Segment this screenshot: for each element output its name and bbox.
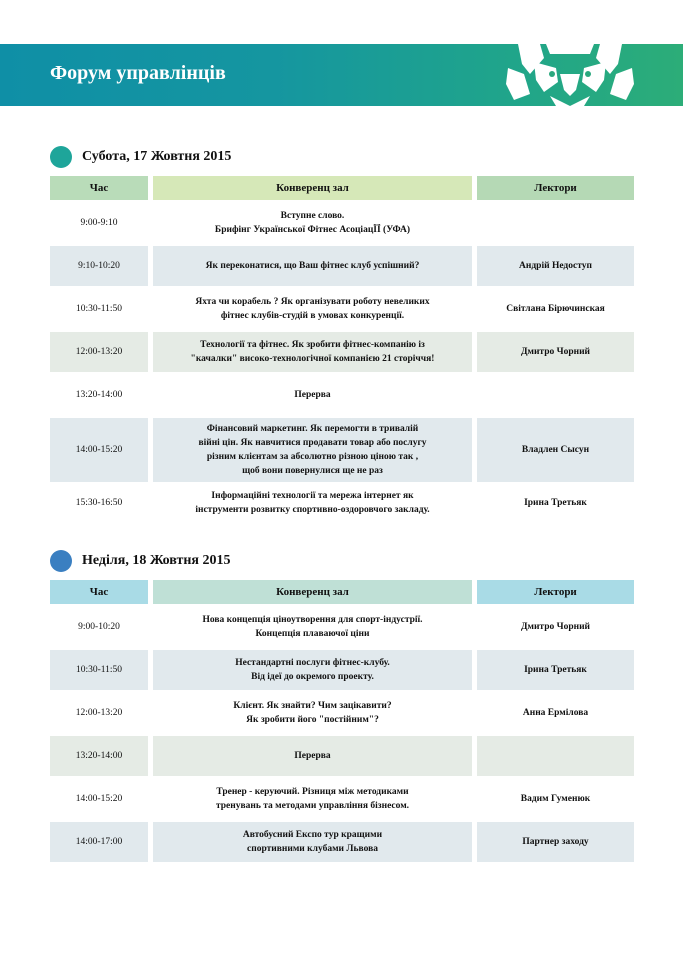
topic-cell [153, 736, 472, 776]
section-sunday-heading [50, 549, 231, 573]
speaker-cell: Світлана Бірючинская [506, 304, 605, 314]
time-cell: 14:00-17:00 [50, 822, 148, 862]
topic-line: війні цін. Як навчитися продавати товар або послугу [198, 438, 427, 448]
speaker-cell: Вадим Гуменюк [520, 794, 591, 804]
speaker-cell: Владлен Сысун [477, 418, 634, 482]
table-row [50, 246, 634, 286]
topic-line: Як зробити його "постійним"? [246, 715, 379, 725]
table-row-break [50, 375, 634, 415]
speaker-cell [477, 375, 634, 415]
topic-cell [153, 246, 472, 286]
topic-line: щоб вони повернулися ще не раз [242, 466, 383, 476]
topic-cell [153, 203, 472, 243]
topic-cell [153, 418, 472, 482]
topic-cell [153, 485, 472, 521]
topic-line: Автобусний Експо тур кращими [242, 830, 383, 840]
time-cell: 12:00-13:20 [50, 332, 148, 372]
table-row [50, 203, 634, 243]
topic-cell [153, 375, 472, 415]
topic-line: фітнес клубів-студій в умовах конкуренції. [220, 311, 405, 321]
table-row [50, 779, 634, 819]
page-title: Форум управлінців [50, 62, 226, 84]
table-header-row [50, 176, 634, 200]
table-row [50, 650, 634, 690]
speaker-cell: Ірина Третьяк [477, 650, 634, 690]
topic-line: Нова концепція ціноутворення для спорт-індустрії. [202, 615, 423, 625]
time-cell: 10:30-11:50 [50, 650, 148, 690]
speaker-cell: Ірина Третьяк [524, 498, 587, 508]
header-banner [0, 44, 683, 106]
lion-logo-icon [500, 44, 640, 106]
table-row-break [50, 736, 634, 776]
topic-line: Яхта чи корабель ? Як організувати роботу невеликих [195, 297, 430, 307]
time-cell: 12:00-13:20 [75, 708, 123, 718]
topic-cell [153, 822, 472, 862]
table-row [50, 485, 634, 521]
topic-line: Нестандартні послуги фітнес-клубу. [235, 658, 390, 668]
table-row [50, 607, 634, 647]
time-cell: 10:30-11:50 [75, 304, 123, 314]
topic-line: Як переконатися, що Ваш фітнес клуб успішний? [205, 261, 420, 271]
time-cell: 13:20-14:00 [50, 736, 148, 776]
topic-cell [153, 289, 472, 329]
topic-line: Технології та фітнес. Як зробити фітнес-компанію із [200, 340, 425, 350]
topic-line: Вступне слово. [280, 211, 345, 221]
section-saturday-heading [50, 145, 231, 169]
topic-line: Фінансовий маркетинг. Як перемогти в тривалій [206, 424, 419, 434]
topic-cell [153, 779, 472, 819]
topic-line: тренувань та методами управління бізнесом. [215, 801, 410, 811]
speaker-cell: Андрій Недоступ [477, 246, 634, 286]
time-cell: 9:00-9:10 [80, 218, 118, 228]
topic-line: спортивними клубами Львова [247, 844, 378, 854]
speaker-cell: Партнер заходу [477, 822, 634, 862]
table-row [50, 693, 634, 733]
table-header-row [50, 580, 634, 604]
speaker-cell: Анна Ермілова [522, 708, 589, 718]
time-cell: 13:20-14:00 [75, 390, 123, 400]
time-cell: 15:30-16:50 [75, 498, 123, 508]
topic-cell [153, 332, 472, 372]
topic-cell [153, 693, 472, 733]
topic-line: Брифінг Української Фітнес АсоціацЇЇ (УФА) [214, 225, 411, 235]
time-cell: 14:00-15:20 [75, 794, 123, 804]
column-header-speakers: Лектори [477, 580, 634, 604]
topic-cell [153, 650, 472, 690]
speaker-cell [477, 203, 634, 243]
time-cell: 14:00-15:20 [50, 418, 148, 482]
table-row [50, 289, 634, 329]
speaker-cell: Дмитро Чорний [477, 332, 634, 372]
column-header-time: Час [50, 580, 148, 604]
table-row [50, 822, 634, 862]
topic-line: Клієнт. Як знайти? Чим зацікавити? [233, 701, 392, 711]
topic-line: "качалки" високо-технологічної компанією 21 сторіччя! [190, 354, 435, 364]
time-cell: 9:10-10:20 [50, 246, 148, 286]
column-header-time: Час [50, 176, 148, 200]
topic-cell [153, 607, 472, 647]
table-row [50, 332, 634, 372]
speaker-cell [477, 736, 634, 776]
topic-line: Від ідеї до окремого проекту. [251, 672, 374, 682]
topic-line: Інформаційні технології та мережа інтернет як [211, 491, 414, 501]
topic-line: інструменти розвитку спортивно-оздоровчого закладу. [195, 505, 430, 515]
circle-bullet-icon [50, 550, 72, 572]
topic-line: Перерва [294, 751, 331, 761]
sunday-schedule-table [50, 580, 634, 865]
column-header-hall: Конверенц зал [153, 176, 472, 200]
section-title: Неділя, 18 Жовтня 2015 [82, 553, 231, 568]
topic-line: Перерва [294, 390, 331, 400]
circle-bullet-icon [50, 146, 72, 168]
column-header-hall: Конверенц зал [153, 580, 472, 604]
topic-line: Тренер - керуючий. Різниця між методиками [216, 787, 409, 797]
saturday-schedule-table [50, 176, 634, 524]
table-row [50, 418, 634, 482]
column-header-speakers: Лектори [477, 176, 634, 200]
speaker-cell: Дмитро Чорний [520, 622, 591, 632]
time-cell: 9:00-10:20 [78, 622, 120, 632]
topic-line: різним клієнтам за абсолютно різною ціною так , [206, 452, 419, 462]
topic-line: Концепція плаваючої ціни [255, 629, 370, 639]
section-title: Субота, 17 Жовтня 2015 [82, 149, 232, 164]
